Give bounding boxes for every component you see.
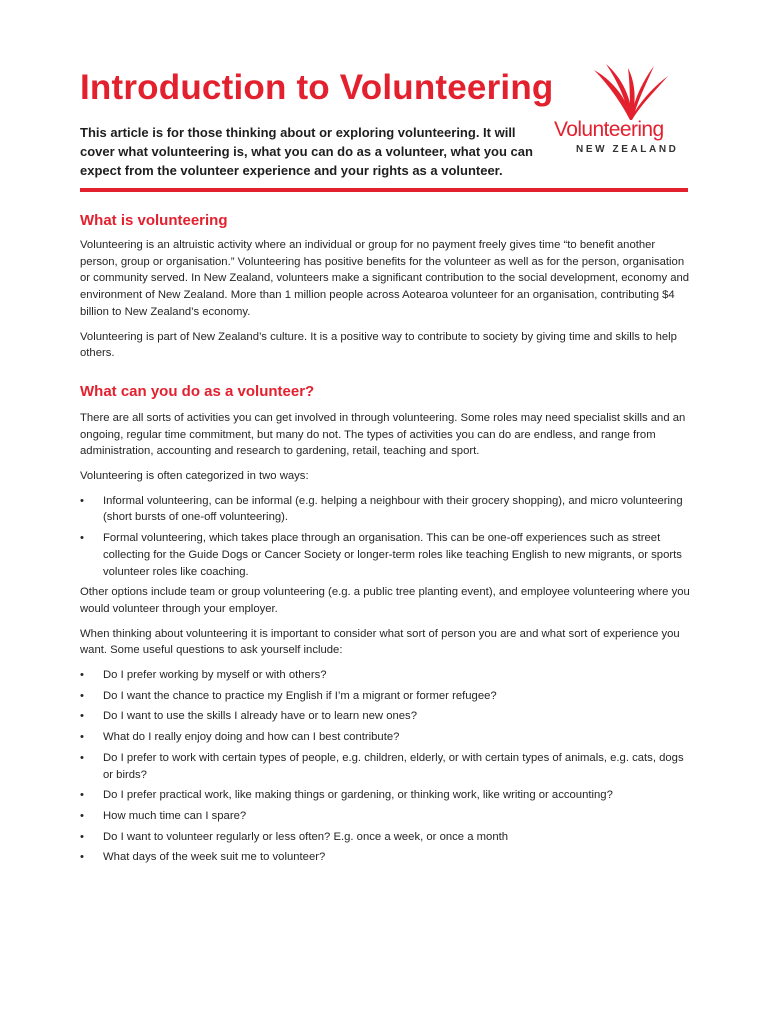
paragraph: Volunteering is an altruistic activity where an individual or group for no payment freely gives time “to benefit another person, group or organisation.” Volunteering has positive benefits for the volunteer as well as for the person, organisation or community served. In New Zealand, volunteers make a significant contribution to the social development, economy and environment of New Zealand. More than 1 million people across Aotearoa volunteer for an organisation, contributing $4 billion to New Zealand’s economy. — [80, 239, 690, 318]
list-item-text: How much time can I spare? — [103, 809, 247, 822]
bullet-icon: • — [80, 532, 84, 545]
volunteering-nz-logo — [550, 64, 690, 160]
list-item — [80, 729, 692, 746]
bullet-icon: • — [80, 789, 84, 802]
section-heading-what-is-volunteering: What is volunteering — [80, 212, 228, 229]
list-item-text: Do I prefer practical work, like making things or gardening, or thinking work, like writing or accounting? — [103, 789, 613, 802]
logo-subtitle: NEW ZEALAND — [576, 144, 679, 155]
list-item — [80, 667, 692, 684]
logo-wordmark: Volunteering — [554, 118, 664, 141]
paragraph: Volunteering is part of New Zealand’s culture. It is a positive way to contribute to society by giving time and skills to help others. — [80, 330, 677, 360]
list-item-text: What do I really enjoy doing and how can I best contribute? — [103, 731, 400, 744]
list-item-text: Do I want to volunteer regularly or less often? E.g. once a week, or once a month — [103, 830, 509, 843]
list-item — [80, 849, 692, 866]
bullet-icon: • — [80, 689, 84, 702]
page-title: Introduction to Volunteering — [80, 68, 554, 107]
list-item — [80, 530, 692, 580]
bullet-icon: • — [80, 494, 84, 507]
intro-paragraph: This article is for those thinking about or exploring volunteering. It will cover what volunteering is, what you can do as a volunteer, what you can expect from the volunteer experience and your rights as a volunteer. — [80, 125, 533, 178]
list-item-text: Do I want to use the skills I already have or to learn new ones? — [103, 710, 417, 723]
section-heading-what-can-you-do: What can you do as a volunteer? — [80, 382, 315, 400]
paragraph: Other options include team or group volunteering (e.g. a public tree planting event), and employee volunteering where you would volunteer through your employer. — [80, 586, 690, 615]
paragraph: When thinking about volunteering it is important to consider what sort of person you are and what sort of experience you want. Some useful questions to ask yourself include: — [80, 627, 680, 657]
list-item — [80, 829, 692, 846]
bullet-icon: • — [80, 809, 84, 822]
list-item — [80, 750, 692, 783]
volunteering-types-list — [80, 493, 692, 581]
article-body — [80, 210, 692, 870]
list-item — [80, 688, 692, 705]
bullet-icon: • — [80, 710, 84, 723]
questions-list — [80, 667, 692, 866]
list-item — [80, 493, 692, 526]
flax-leaves-icon — [592, 64, 668, 120]
list-item-text: Do I prefer to work with certain types of people, e.g. children, elderly, or with certain types of animals, e.g. cats, dogs or birds? — [103, 751, 684, 781]
paragraph: There are all sorts of activities you can get involved in through volunteering. Some roles may need specialist skills and an ongoing, regular time commitment, but many do not. The types of activities you can do are endless, and range from administration, accounting and research to gardening, retail, teaching and sport. — [80, 411, 686, 458]
list-item-text: Formal volunteering, which takes place through an organisation. This can be one-off experiences such as street collecting for the Guide Dogs or Cancer Society or longer-term roles like teaching English to new migrants, or sports volunteer roles like coaching. — [103, 532, 682, 578]
list-item-text: What days of the week suit me to volunteer? — [103, 851, 326, 864]
list-item — [80, 708, 692, 725]
list-item — [80, 808, 692, 825]
header-divider — [80, 188, 688, 192]
bullet-icon: • — [80, 731, 84, 744]
bullet-icon: • — [80, 851, 84, 864]
bullet-icon: • — [80, 669, 84, 682]
bullet-icon: • — [80, 830, 84, 843]
bullet-icon: • — [80, 751, 84, 764]
list-item-text: Do I want the chance to practice my English if I’m a migrant or former refugee? — [103, 689, 497, 702]
paragraph: Volunteering is often categorized in two ways: — [80, 470, 309, 483]
list-item-text: Do I prefer working by myself or with others? — [103, 669, 327, 682]
list-item-text: Informal volunteering, can be informal (e.g. helping a neighbour with their grocery shopping), and micro volunteering (short bursts of one-off volunteering). — [103, 494, 683, 524]
list-item — [80, 787, 692, 804]
